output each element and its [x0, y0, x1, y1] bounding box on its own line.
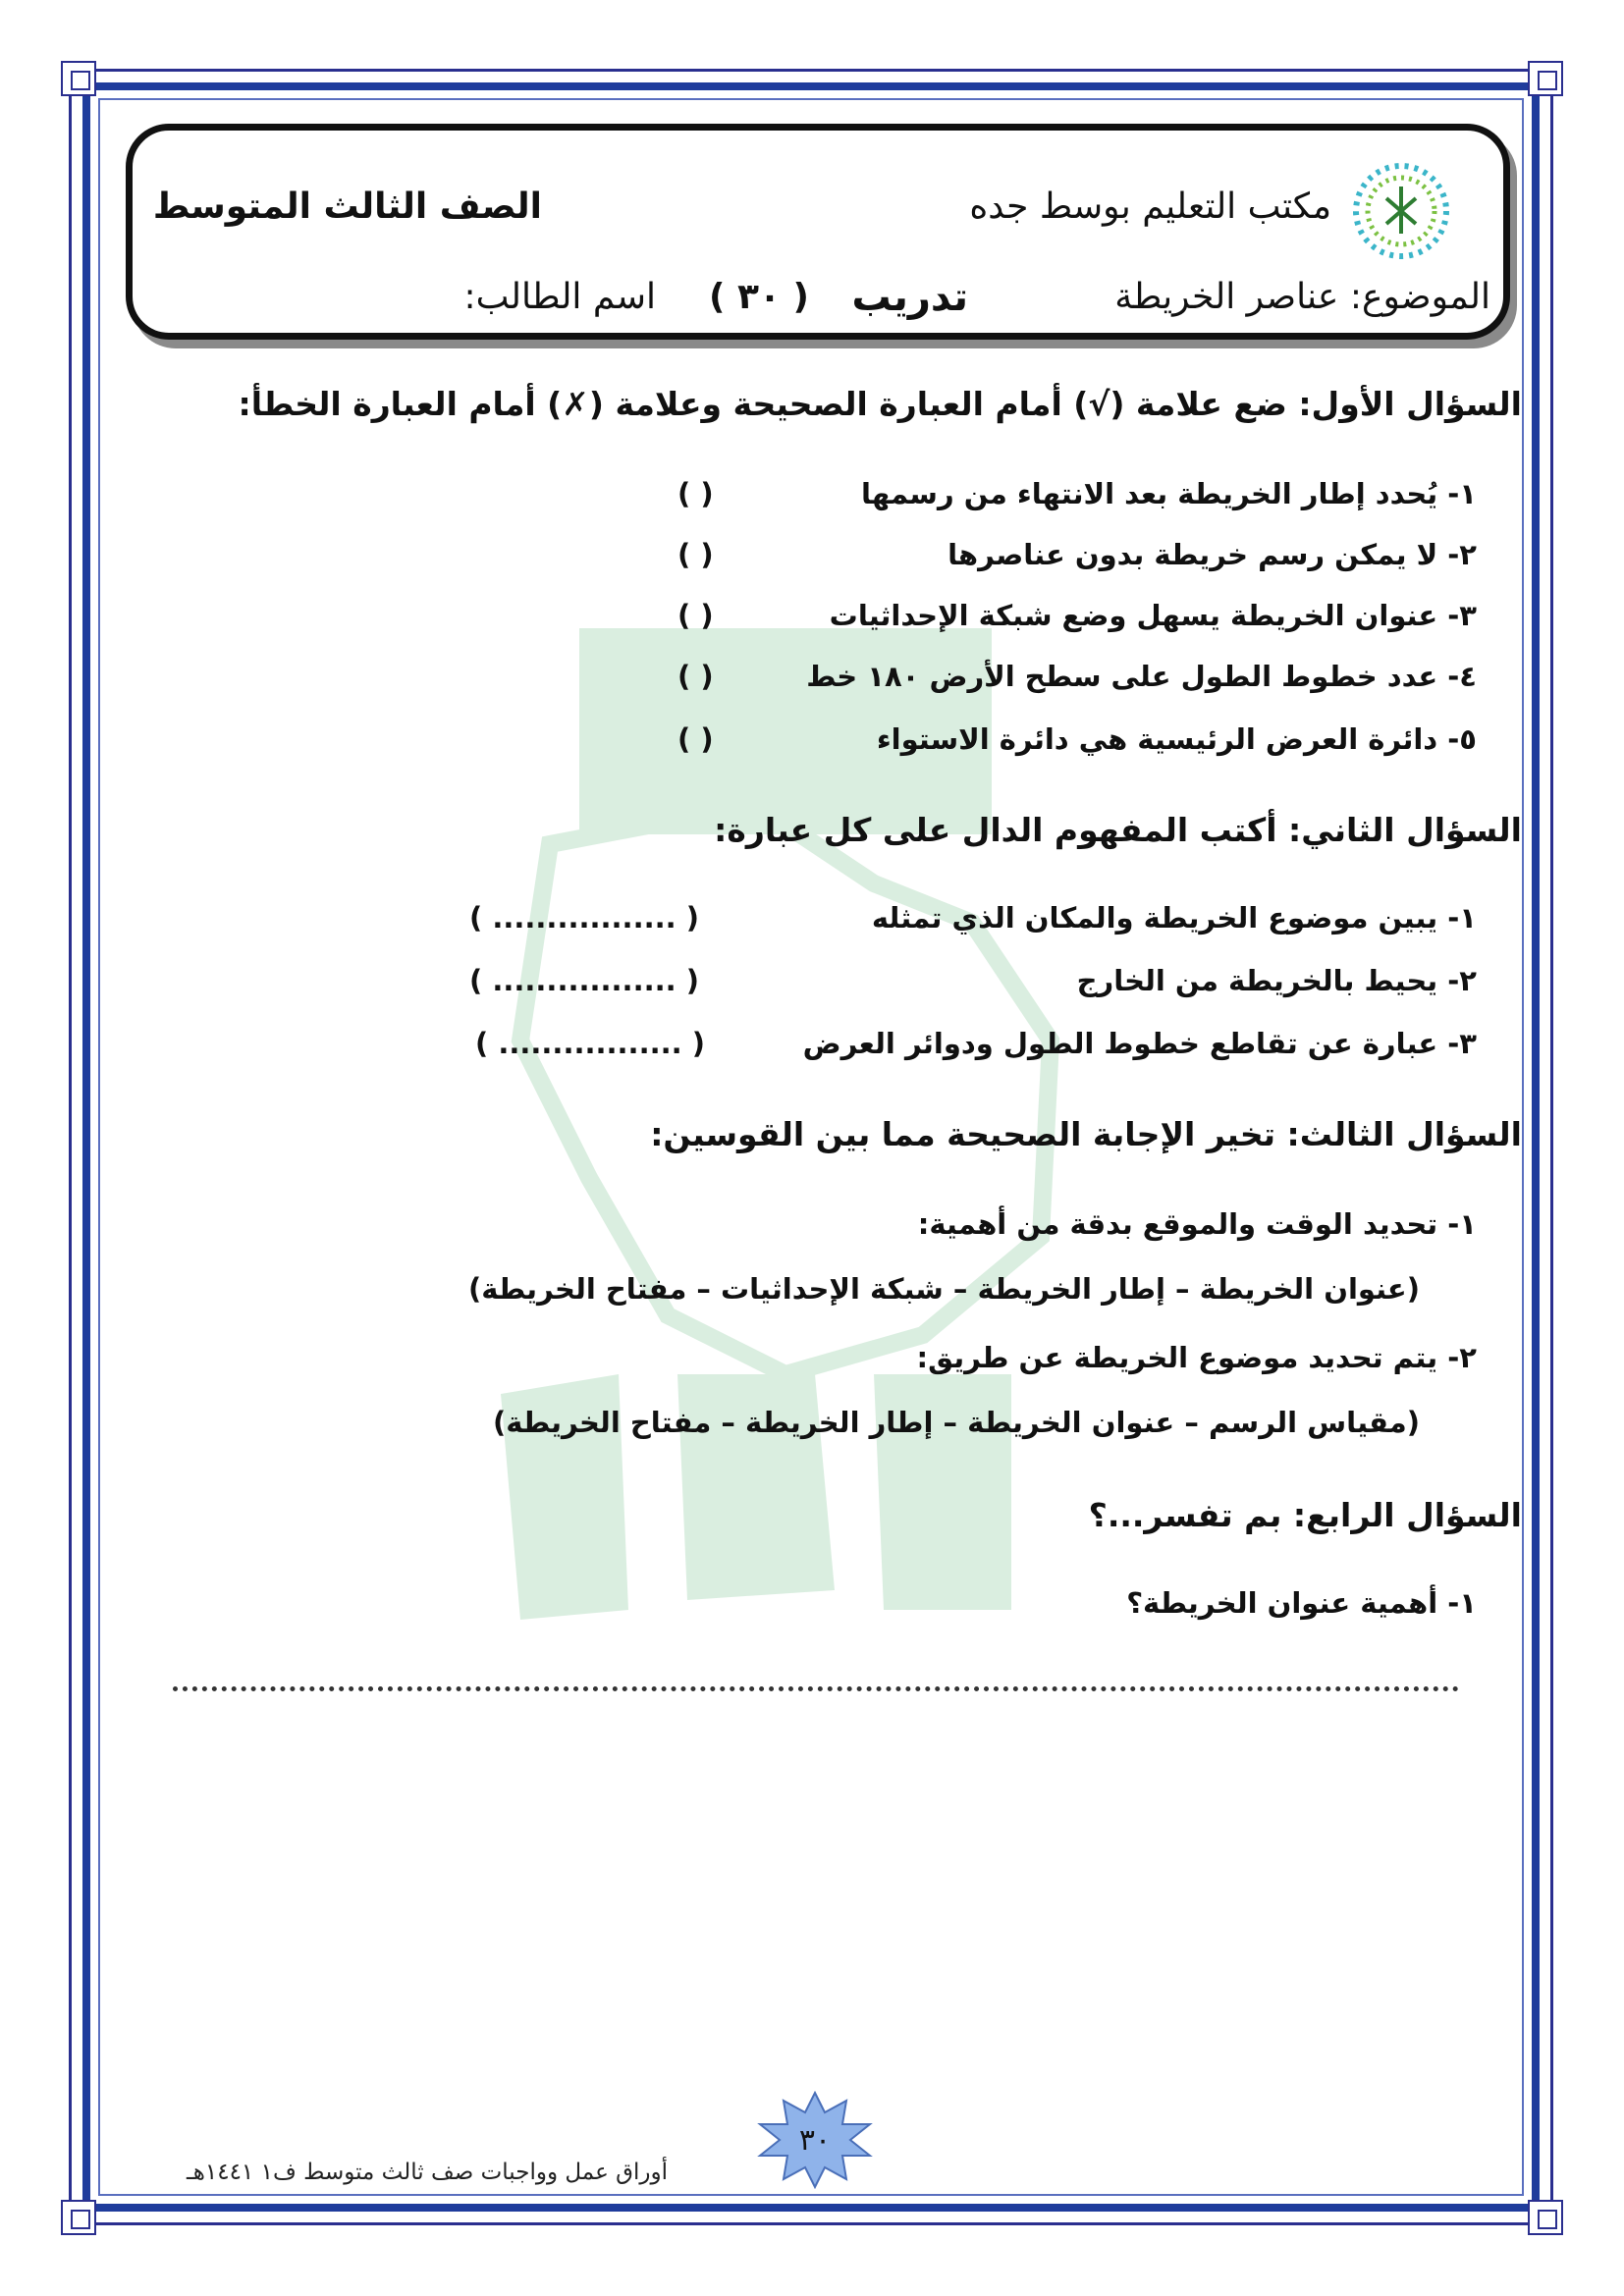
q2-item-2: ٢- يحيط بالخريطة من الخارج — [1076, 964, 1477, 997]
q2-title: السؤال الثاني: أكتب المفهوم الدال على كل عبارة: — [714, 811, 1522, 849]
q3-item-1-options[interactable]: (عنوان الخريطة – إطار الخريطة – شبكة الإحداثيات – مفتاح الخريطة) — [468, 1272, 1420, 1306]
q1-item-4: ٤- عدد خطوط الطول على سطح الأرض ١٨٠ خط — [806, 660, 1477, 693]
ministry-logo-icon — [1347, 157, 1455, 265]
training-label: تدريب — [851, 275, 968, 320]
student-name-label: اسم الطالب: — [463, 277, 656, 317]
q3-title: السؤال الثالث: تخير الإجابة الصحيحة مما بين القوسين: — [650, 1115, 1522, 1153]
q2-answer-3[interactable]: ( ................. ) — [475, 1027, 705, 1060]
q4-item-1: ١- أهمية عنوان الخريطة؟ — [1126, 1586, 1477, 1620]
q4-title: السؤال الرابع: بم تفسر...؟ — [1088, 1496, 1522, 1534]
training-number: ( ٣٠ ) — [709, 277, 809, 317]
office-name: مكتب التعليم بوسط جده — [969, 187, 1331, 227]
subject-label: الموضوع: عناصر الخريطة — [1114, 277, 1490, 317]
q1-answer-box-5[interactable]: ( ) — [677, 722, 714, 756]
q3-item-1-stem: ١- تحديد الوقت والموقع بدقة من أهمية: — [917, 1207, 1477, 1241]
q2-item-3: ٣- عبارة عن تقاطع خطوط الطول ودوائر العرض — [802, 1027, 1477, 1060]
corner-ornament-top-right — [1528, 61, 1563, 96]
q1-item-3: ٣- عنوان الخريطة يسهل وضع شبكة الإحداثيات — [829, 599, 1477, 632]
footer-text: أوراق عمل وواجبات صف ثالث متوسط ف١ ١٤٤١هـ — [187, 2160, 668, 2185]
q1-answer-box-2[interactable]: ( ) — [677, 538, 714, 571]
q2-answer-1[interactable]: ( ................. ) — [469, 901, 699, 934]
q1-item-5: ٥- دائرة العرض الرئيسية هي دائرة الاستواء — [876, 722, 1477, 756]
q3-item-2-stem: ٢- يتم تحديد موضوع الخريطة عن طريق: — [916, 1341, 1477, 1374]
q1-title: السؤال الأول: ضع علامة (√) أمام العبارة الصحيحة وعلامة (✗) أمام العبارة الخطأ: — [238, 385, 1522, 423]
q2-item-1: ١- يبين موضوع الخريطة والمكان الذي تمثله — [871, 901, 1477, 934]
corner-ornament-bottom-right — [1528, 2200, 1563, 2235]
page-number: ٣٠ — [798, 2123, 832, 2158]
q1-answer-box-4[interactable]: ( ) — [677, 660, 714, 693]
grade-label: الصف الثالث المتوسط — [152, 187, 542, 227]
q3-item-2-options[interactable]: (مقياس الرسم – عنوان الخريطة – إطار الخريطة – مفتاح الخريطة) — [493, 1406, 1420, 1439]
q1-answer-box-3[interactable]: ( ) — [677, 599, 714, 632]
q1-item-2: ٢- لا يمكن رسم خريطة بدون عناصرها — [947, 538, 1477, 571]
answer-dotted-line[interactable] — [173, 1686, 1459, 1691]
page-number-badge — [756, 2091, 874, 2189]
q2-answer-2[interactable]: ( ................. ) — [469, 964, 699, 997]
q1-answer-box-1[interactable]: ( ) — [677, 477, 714, 510]
q1-item-1: ١- يُحدد إطار الخريطة بعد الانتهاء من رسمها — [860, 477, 1477, 510]
corner-ornament-bottom-left — [61, 2200, 96, 2235]
corner-ornament-top-left — [61, 61, 96, 96]
